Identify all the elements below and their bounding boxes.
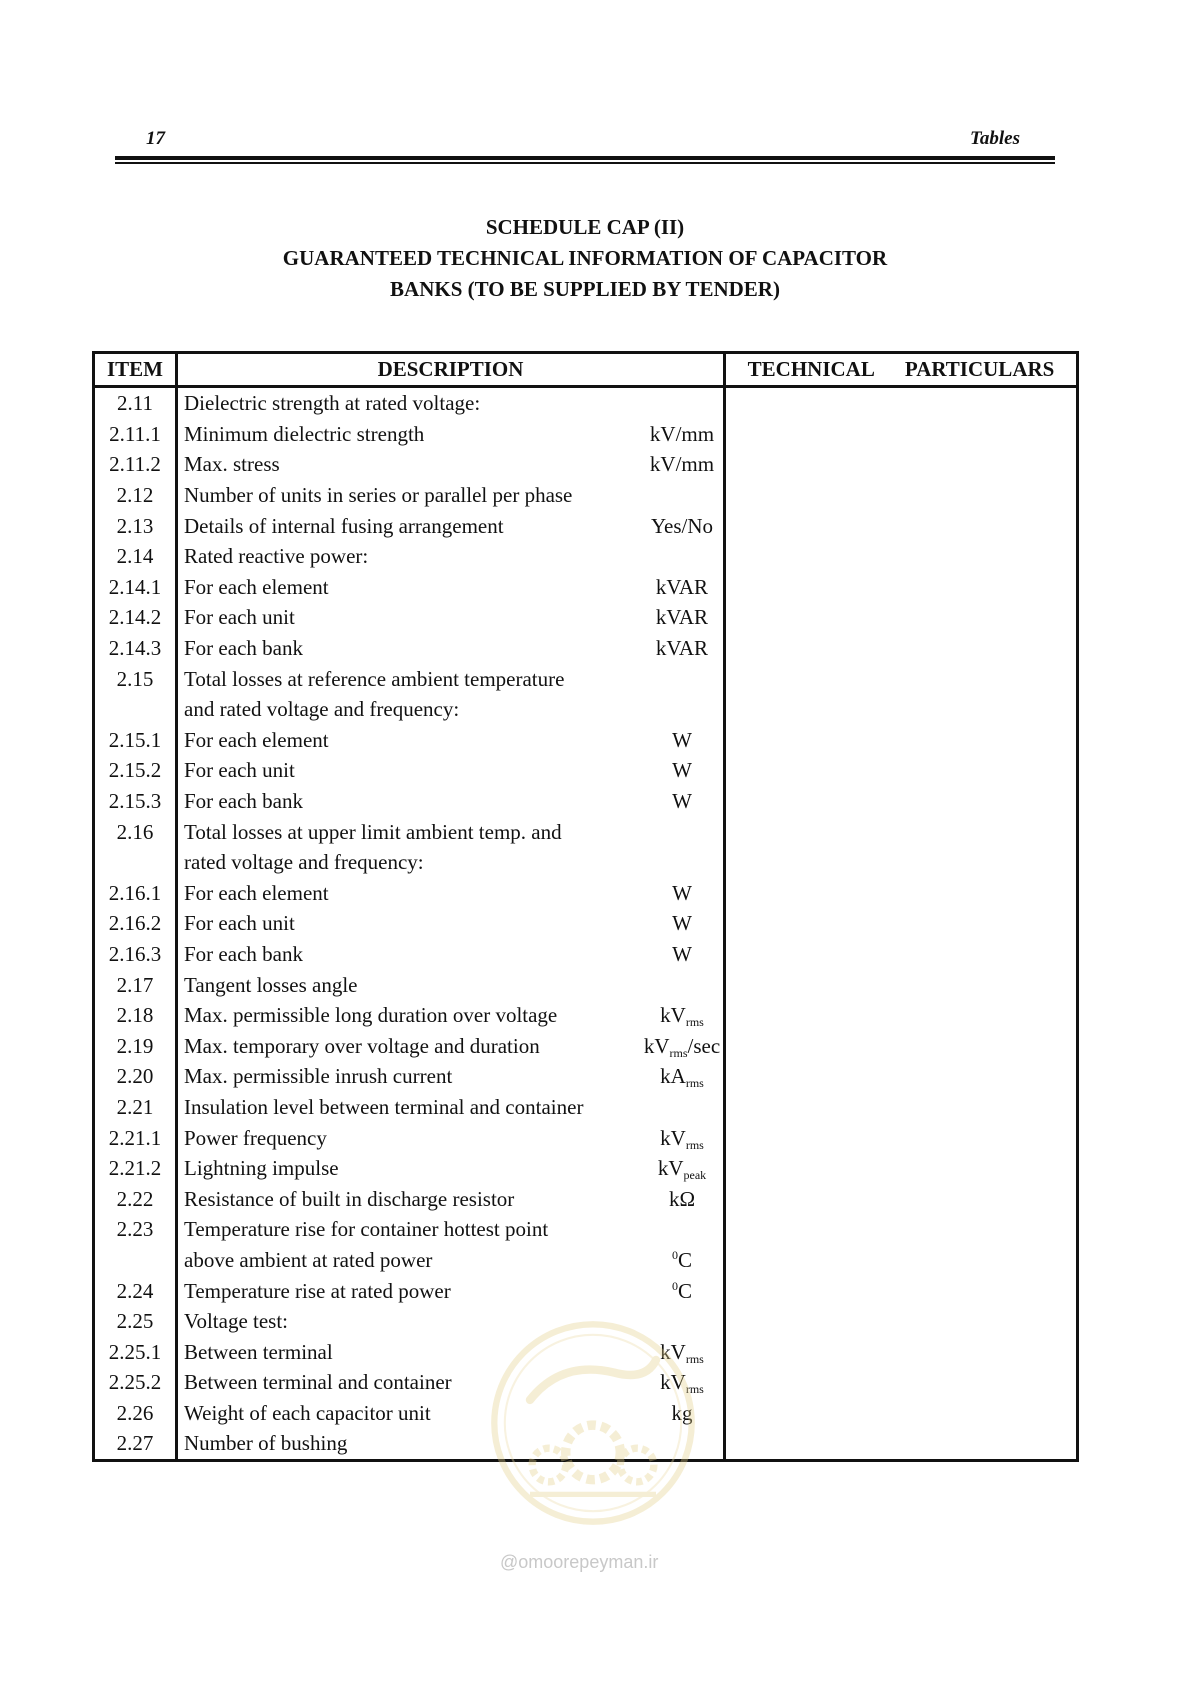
row-item-number: 2.23	[94, 1214, 177, 1245]
row-description: Number of bushing	[177, 1428, 642, 1460]
unit-subscript: rms	[669, 1045, 688, 1060]
table-header-row	[94, 353, 1078, 387]
table-row	[94, 449, 1078, 480]
unit-text: kV/mm	[649, 421, 715, 446]
row-unit	[641, 908, 725, 939]
row-item-number: 2.21.2	[94, 1153, 177, 1184]
row-description: Temperature rise at rated power	[184, 1278, 451, 1303]
table-row	[94, 1275, 1078, 1306]
row-unit	[641, 1245, 725, 1276]
row-item-number: 2.18	[94, 1000, 177, 1031]
row-description: Between terminal and container	[184, 1370, 452, 1395]
row-technical-particulars	[725, 939, 1078, 970]
row-unit	[641, 633, 725, 664]
row-unit	[641, 816, 725, 847]
row-technical-particulars	[725, 786, 1078, 817]
row-description: Weight of each capacitor unit	[184, 1400, 431, 1425]
unit-subscript: rms	[685, 1351, 704, 1366]
unit-text: W	[672, 880, 692, 905]
row-technical-particulars	[725, 908, 1078, 939]
unit-text: kVAR	[655, 605, 709, 630]
row-technical-particulars	[725, 510, 1078, 541]
schedule-title: SCHEDULE CAP (II)	[485, 215, 685, 239]
row-description: Rated reactive power:	[184, 544, 369, 569]
row-unit	[641, 1122, 725, 1153]
unit-text: W	[672, 789, 692, 814]
unit-subscript: rms	[685, 1015, 704, 1030]
unit-text: kV	[660, 1125, 686, 1150]
row-technical-particulars	[725, 1306, 1078, 1337]
row-item-number: 2.11.1	[94, 419, 177, 450]
row-unit	[641, 969, 725, 1000]
unit-superscript: 0	[671, 1278, 678, 1293]
row-item-number: 2.16.3	[94, 939, 177, 970]
table-row	[94, 541, 1078, 572]
unit-superscript: 0	[671, 1247, 678, 1262]
row-description: For each bank	[184, 789, 303, 814]
row-unit	[641, 1153, 725, 1184]
watermark-text: @omoorepeyman.ir	[500, 1552, 659, 1572]
row-item-number: 2.14.3	[94, 633, 177, 664]
unit-subscript: peak	[683, 1168, 707, 1183]
unit-text: W	[672, 727, 692, 752]
row-technical-particulars	[725, 1153, 1078, 1184]
row-unit	[641, 419, 725, 450]
row-technical-particulars	[725, 1000, 1078, 1031]
unit-text: C	[677, 1247, 692, 1272]
row-unit	[641, 847, 725, 878]
row-description: Lightning impulse	[184, 1156, 339, 1181]
row-description: and rated voltage and frequency:	[184, 697, 460, 722]
section-title: Tables	[970, 128, 1020, 149]
unit-text: kV/mm	[649, 452, 715, 477]
row-item-number: 2.15	[94, 663, 177, 694]
row-item-number	[94, 1245, 177, 1276]
row-technical-particulars	[725, 1336, 1078, 1367]
unit-text: kV	[660, 1370, 686, 1395]
table-row	[94, 1245, 1078, 1276]
row-unit	[641, 1030, 725, 1061]
unit-suffix: /sec	[687, 1033, 721, 1058]
row-item-number: 2.19	[94, 1030, 177, 1061]
row-item-number: 2.21.1	[94, 1122, 177, 1153]
row-unit	[641, 602, 725, 633]
unit-text: kVAR	[655, 636, 709, 661]
table-row	[94, 939, 1078, 970]
row-unit	[641, 939, 725, 970]
page-number: 17	[146, 128, 165, 149]
unit-text: kV	[660, 1339, 686, 1364]
row-description: Max. permissible inrush current	[184, 1064, 453, 1089]
row-description: For each bank	[184, 636, 303, 661]
row-technical-particulars	[725, 847, 1078, 878]
table-row	[94, 755, 1078, 786]
row-item-number: 2.16.1	[94, 878, 177, 909]
schedule-subtitle-line-2: BANKS (TO BE SUPPLIED BY TENDER)	[390, 277, 780, 301]
row-item-number: 2.17	[94, 969, 177, 1000]
unit-subscript: rms	[685, 1382, 704, 1397]
unit-text: W	[672, 758, 692, 783]
row-description: Total losses at reference ambient temperature	[184, 666, 565, 691]
header-rule-thin	[115, 162, 1055, 164]
row-unit	[641, 572, 725, 603]
row-technical-particulars	[725, 480, 1078, 511]
table-row	[94, 572, 1078, 603]
table-row	[94, 786, 1078, 817]
row-item-number: 2.24	[94, 1275, 177, 1306]
row-unit	[641, 387, 725, 419]
row-description: Max. stress	[184, 452, 280, 477]
unit-text: Yes/No	[650, 513, 714, 538]
table-row	[94, 969, 1078, 1000]
unit-text: kA	[660, 1064, 686, 1089]
header-technical-particulars: TECHNICAL PARTICULARS	[725, 353, 1078, 387]
row-technical-particulars	[725, 1061, 1078, 1092]
table-row	[94, 510, 1078, 541]
row-description: For each element	[184, 880, 329, 905]
row-description: Number of units in series or parallel per phase	[184, 483, 573, 508]
unit-text: C	[677, 1278, 692, 1303]
row-description: For each element	[184, 727, 329, 752]
row-unit	[641, 480, 725, 511]
row-item-number: 2.21	[94, 1092, 177, 1123]
row-technical-particulars	[725, 1367, 1078, 1398]
row-technical-particulars	[725, 419, 1078, 450]
header-rule	[115, 156, 1055, 160]
row-description: rated voltage and frequency:	[184, 850, 424, 875]
table-row	[94, 602, 1078, 633]
row-item-number	[94, 694, 177, 725]
table-row	[94, 633, 1078, 664]
row-unit	[641, 1183, 725, 1214]
row-unit	[641, 449, 725, 480]
unit-text: kΩ	[668, 1186, 696, 1211]
row-item-number: 2.12	[94, 480, 177, 511]
row-technical-particulars	[725, 1214, 1078, 1245]
row-technical-particulars	[725, 449, 1078, 480]
table-row	[94, 847, 1078, 878]
row-technical-particulars	[725, 1122, 1078, 1153]
row-description: For each element	[184, 574, 329, 599]
row-item-number: 2.14.2	[94, 602, 177, 633]
row-unit	[641, 510, 725, 541]
table-row	[94, 816, 1078, 847]
row-unit	[641, 1061, 725, 1092]
row-item-number: 2.26	[94, 1398, 177, 1429]
header-item: ITEM	[94, 353, 177, 387]
table-row	[94, 387, 1078, 419]
row-item-number	[94, 847, 177, 878]
row-technical-particulars	[725, 755, 1078, 786]
table-row	[94, 1061, 1078, 1092]
row-unit	[641, 694, 725, 725]
unit-text: W	[672, 911, 692, 936]
row-technical-particulars	[725, 541, 1078, 572]
row-item-number: 2.25.2	[94, 1367, 177, 1398]
row-technical-particulars	[725, 663, 1078, 694]
unit-text: kVAR	[655, 574, 709, 599]
row-technical-particulars	[725, 969, 1078, 1000]
row-description: Insulation level between terminal and container	[184, 1094, 584, 1119]
row-unit	[641, 725, 725, 756]
row-technical-particulars	[725, 694, 1078, 725]
row-technical-particulars	[725, 602, 1078, 633]
row-item-number: 2.20	[94, 1061, 177, 1092]
row-description: Voltage test:	[184, 1309, 289, 1334]
table-row	[94, 1092, 1078, 1123]
row-technical-particulars	[725, 387, 1078, 419]
row-item-number: 2.22	[94, 1183, 177, 1214]
row-description: For each bank	[184, 941, 303, 966]
row-technical-particulars	[725, 1275, 1078, 1306]
unit-subscript: rms	[685, 1076, 704, 1091]
row-description: Max. permissible long duration over voltage	[184, 1003, 558, 1028]
row-technical-particulars	[725, 572, 1078, 603]
row-technical-particulars	[725, 816, 1078, 847]
row-unit	[641, 1275, 725, 1306]
table-row	[94, 663, 1078, 694]
table-row	[94, 1000, 1078, 1031]
row-item-number: 2.11	[94, 387, 177, 419]
row-item-number: 2.11.2	[94, 449, 177, 480]
table-row	[94, 1183, 1078, 1214]
table-row	[94, 480, 1078, 511]
row-item-number: 2.16	[94, 816, 177, 847]
row-item-number: 2.25.1	[94, 1336, 177, 1367]
unit-text: W	[672, 941, 692, 966]
row-item-number: 2.25	[94, 1306, 177, 1337]
row-unit	[641, 663, 725, 694]
schedule-subtitle-line-1: GUARANTEED TECHNICAL INFORMATION OF CAPACITOR	[282, 246, 888, 270]
unit-text: kV	[657, 1156, 684, 1181]
row-description: Dielectric strength at rated voltage:	[184, 391, 481, 416]
table-row	[94, 878, 1078, 909]
row-technical-particulars	[725, 1398, 1078, 1429]
row-technical-particulars	[725, 1030, 1078, 1061]
row-description: above ambient at rated power	[184, 1247, 433, 1272]
row-description: Resistance of built in discharge resistor	[184, 1186, 515, 1211]
row-technical-particulars	[725, 725, 1078, 756]
row-description: Total losses at upper limit ambient temp. and	[184, 819, 562, 844]
row-item-number: 2.13	[94, 510, 177, 541]
watermark-logo	[488, 1318, 698, 1528]
row-technical-particulars	[725, 633, 1078, 664]
row-description: For each unit	[184, 911, 295, 936]
row-item-number: 2.27	[94, 1428, 177, 1460]
row-item-number: 2.15.3	[94, 786, 177, 817]
row-item-number: 2.14.1	[94, 572, 177, 603]
schedule-table	[92, 351, 1079, 1462]
row-technical-particulars	[725, 1428, 1078, 1460]
row-description: Tangent losses angle	[184, 972, 358, 997]
row-description: Details of internal fusing arrangement	[184, 513, 504, 538]
row-unit	[641, 786, 725, 817]
row-description: Temperature rise for container hottest point	[184, 1217, 549, 1242]
unit-text: kV	[660, 1003, 686, 1028]
row-description: For each unit	[184, 605, 295, 630]
table-row	[94, 419, 1078, 450]
unit-text: kg	[671, 1400, 693, 1425]
row-description: Minimum dielectric strength	[184, 421, 425, 446]
row-technical-particulars	[725, 1183, 1078, 1214]
row-item-number: 2.16.2	[94, 908, 177, 939]
table-row	[94, 725, 1078, 756]
row-technical-particulars	[725, 878, 1078, 909]
table-row	[94, 1122, 1078, 1153]
row-description: For each unit	[184, 758, 295, 783]
row-description: Max. temporary over voltage and duration	[184, 1033, 540, 1058]
row-unit	[641, 1214, 725, 1245]
row-description: Power frequency	[184, 1125, 327, 1150]
unit-subscript: rms	[685, 1137, 704, 1152]
row-technical-particulars	[725, 1245, 1078, 1276]
table-row	[94, 908, 1078, 939]
row-unit	[641, 1000, 725, 1031]
row-unit	[641, 1092, 725, 1123]
row-unit	[641, 541, 725, 572]
row-item-number: 2.15.2	[94, 755, 177, 786]
unit-text: kV	[643, 1033, 670, 1058]
table-row	[94, 694, 1078, 725]
row-item-number: 2.15.1	[94, 725, 177, 756]
row-description: Between terminal	[184, 1339, 333, 1364]
table-row	[94, 1214, 1078, 1245]
header-description: DESCRIPTION	[177, 353, 725, 387]
table-row	[94, 1030, 1078, 1061]
row-unit	[641, 878, 725, 909]
row-item-number: 2.14	[94, 541, 177, 572]
row-technical-particulars	[725, 1092, 1078, 1123]
table-row	[94, 1153, 1078, 1184]
row-unit	[641, 755, 725, 786]
